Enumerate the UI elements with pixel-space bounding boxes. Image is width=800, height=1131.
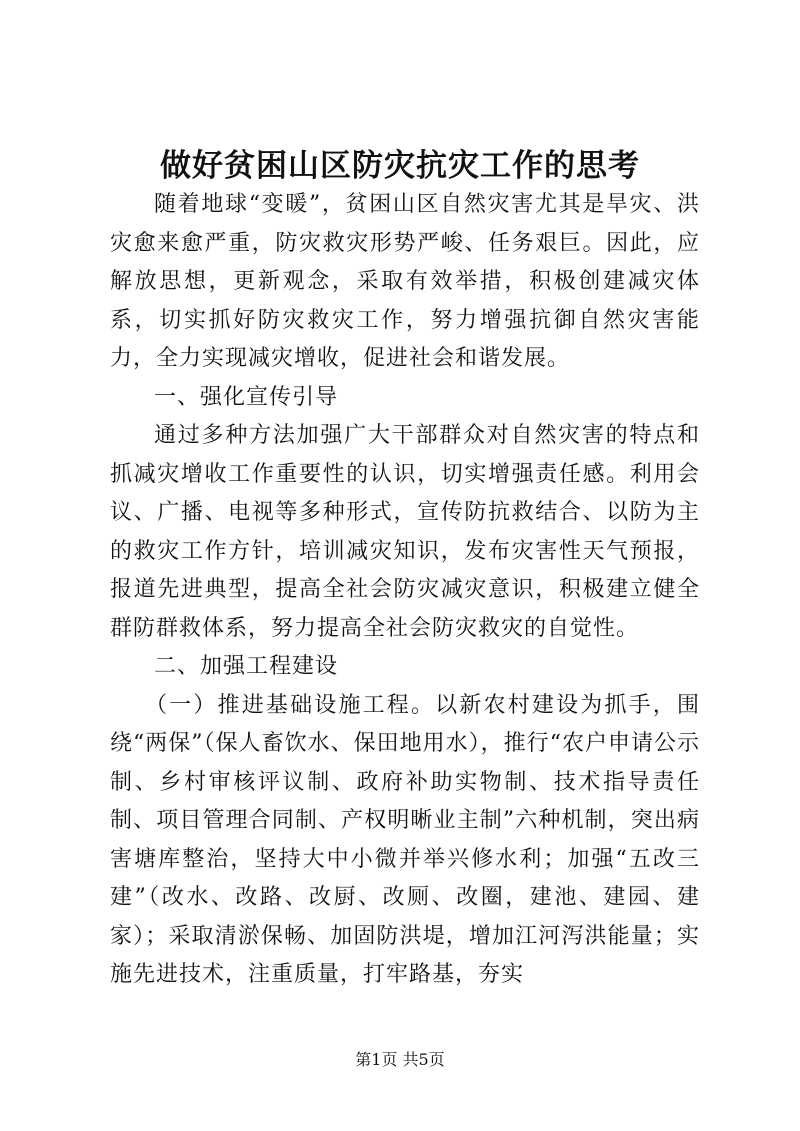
section-heading-2: 二、加强工程建设 xyxy=(154,654,339,679)
section-1-paragraph: 通过多种方法加强广大干部群众对自然灾害的特点和抓减灾增收工作重要性的认识，切实增强责任感。利用会议、广播、电视等多种形式，宣传防抗救结合、以防为主的救灾工作方针，培训减灾知识，发布灾害性天气预报，报道先进典型，提高全社会防灾减灾意识，积极建立健全群防群救体系，努力提高全社会防灾救灾的自觉性。 xyxy=(110,423,700,641)
document-title: 做好贫困山区防灾抗灾工作的思考 xyxy=(160,148,640,184)
section-2-1-paragraph: （一）推进基础设施工程。以新农村建设为抓手，围绕“两保”（保人畜饮水、保田地用水），推行“农户申请公示制、乡村审核评议制、政府补助实物制、技术指导责任制、项目管理合同制、产权明晰业主制”六种机制，突出病害塘库整治，坚持大中小微并举兴修水利；加强“五改三建”（改水、改路、改厨、改厕、改圈，建池、建园、建家）；采取清淤保畅、加固防洪堤，增加江河泻洪能量；实施先进技术，注重质量，打牢路基，夯实 xyxy=(110,692,700,987)
page-number: 第1页 共5页 xyxy=(355,1050,445,1069)
section-heading-1: 一、强化宣传引导 xyxy=(154,384,339,410)
document-body xyxy=(110,186,700,995)
intro-paragraph: 随着地球“变暖”，贫困山区自然灾害尤其是旱灾、洪灾愈来愈严重，防灾救灾形势严峻、任务艰巨。因此，应解放思想，更新观念，采取有效举措，积极创建减灾体系，切实抓好防灾救灾工作，努力增强抗御自然灾害能力，全力实现减灾增收，促进社会和谐发展。 xyxy=(110,192,700,371)
